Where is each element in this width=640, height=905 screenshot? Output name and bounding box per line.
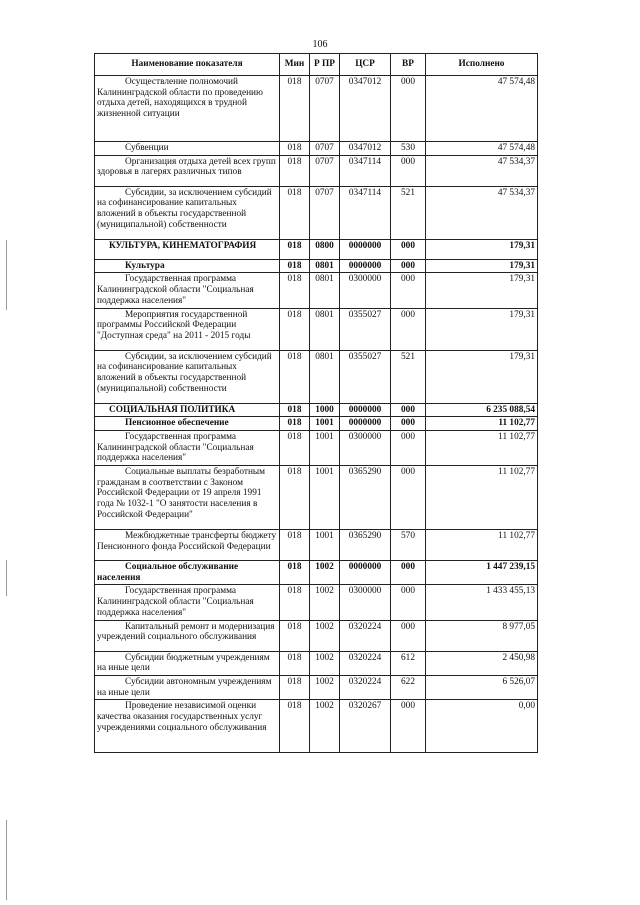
header-target-article: ЦСР: [340, 54, 391, 76]
row-expense-type-code: 000: [391, 430, 426, 465]
table-row: [95, 155, 538, 186]
row-expense-type-code: 521: [391, 186, 426, 239]
row-target-article-code: 0355027: [340, 308, 391, 350]
row-expense-type-code: 612: [391, 651, 426, 675]
row-indicator-name: Пенсионное обеспечение: [95, 417, 280, 431]
row-section-code: 1002: [310, 675, 340, 699]
row-executed-amount: 8 977,05: [426, 620, 538, 651]
table-row: [95, 403, 538, 417]
row-executed-amount: 179,31: [426, 350, 538, 403]
row-expense-type-code: 000: [391, 700, 426, 753]
row-expense-type-code: 570: [391, 530, 426, 561]
row-executed-amount: 179,31: [426, 308, 538, 350]
row-expense-type-code: 530: [391, 142, 426, 156]
row-executed-amount: 47 534,37: [426, 186, 538, 239]
table-row: [95, 651, 538, 675]
table-row: [95, 417, 538, 431]
row-ministry-code: 018: [280, 700, 310, 753]
row-section-code: 0707: [310, 76, 340, 142]
row-expense-type-code: 000: [391, 561, 426, 585]
row-expense-type-code: 000: [391, 466, 426, 530]
row-target-article-code: 0320224: [340, 651, 391, 675]
row-ministry-code: 018: [280, 417, 310, 431]
row-expense-type-code: 000: [391, 308, 426, 350]
table-row: [95, 585, 538, 620]
row-indicator-name: СОЦИАЛЬНАЯ ПОЛИТИКА: [95, 403, 280, 417]
row-executed-amount: 11 102,77: [426, 417, 538, 431]
row-target-article-code: 0000000: [340, 259, 391, 273]
row-ministry-code: 018: [280, 259, 310, 273]
table-row: [95, 530, 538, 561]
row-indicator-name: Культура: [95, 259, 280, 273]
table-row: [95, 430, 538, 465]
row-expense-type-code: 521: [391, 350, 426, 403]
table-header-row: [95, 54, 538, 76]
row-expense-type-code: 000: [391, 239, 426, 259]
table-row: [95, 273, 538, 308]
row-ministry-code: 018: [280, 651, 310, 675]
row-expense-type-code: 000: [391, 76, 426, 142]
row-section-code: 0801: [310, 273, 340, 308]
row-indicator-name: Субсидии бюджетным учреждениям на иные цели: [95, 651, 280, 675]
row-target-article-code: 0000000: [340, 239, 391, 259]
row-executed-amount: 179,31: [426, 259, 538, 273]
table-row: [95, 142, 538, 156]
row-target-article-code: 0000000: [340, 403, 391, 417]
table-row: [95, 620, 538, 651]
row-ministry-code: 018: [280, 142, 310, 156]
row-ministry-code: 018: [280, 561, 310, 585]
row-target-article-code: 0320224: [340, 620, 391, 651]
scan-edge-mark: [6, 820, 7, 900]
row-indicator-name: Организация отдыха детей всех групп здоровья в лагерях различных типов: [95, 155, 280, 186]
row-ministry-code: 018: [280, 585, 310, 620]
page-number: 106: [312, 39, 328, 50]
row-section-code: 1000: [310, 403, 340, 417]
row-ministry-code: 018: [280, 620, 310, 651]
row-target-article-code: 0320267: [340, 700, 391, 753]
row-target-article-code: 0000000: [340, 561, 391, 585]
row-section-code: 0707: [310, 186, 340, 239]
row-section-code: 0707: [310, 155, 340, 186]
row-target-article-code: 0347114: [340, 155, 391, 186]
row-expense-type-code: 000: [391, 155, 426, 186]
row-ministry-code: 018: [280, 186, 310, 239]
row-executed-amount: 47 574,48: [426, 76, 538, 142]
row-section-code: 1002: [310, 651, 340, 675]
table-row: [95, 308, 538, 350]
row-section-code: 1002: [310, 585, 340, 620]
row-executed-amount: 2 450,98: [426, 651, 538, 675]
row-expense-type-code: 000: [391, 259, 426, 273]
row-section-code: 0800: [310, 239, 340, 259]
row-indicator-name: Проведение независимой оценки качества оказания государственных услуг учреждениями социального обслуживания: [95, 700, 280, 753]
row-ministry-code: 018: [280, 466, 310, 530]
row-ministry-code: 018: [280, 430, 310, 465]
row-expense-type-code: 000: [391, 417, 426, 431]
row-executed-amount: 47 574,48: [426, 142, 538, 156]
row-indicator-name: КУЛЬТУРА, КИНЕМАТОГРАФИЯ: [95, 239, 280, 259]
row-executed-amount: 6 235 088,54: [426, 403, 538, 417]
row-ministry-code: 018: [280, 675, 310, 699]
row-indicator-name: Субсидии, за исключением субсидий на софинансирование капитальных вложений в объекты государственной (муниципальной) собственности: [95, 350, 280, 403]
row-executed-amount: 11 102,77: [426, 530, 538, 561]
row-indicator-name: Государственная программа Калининградской области "Социальная поддержка населения": [95, 585, 280, 620]
header-expense-type: ВР: [391, 54, 426, 76]
row-target-article-code: 0300000: [340, 585, 391, 620]
row-executed-amount: 11 102,77: [426, 466, 538, 530]
row-executed-amount: 0,00: [426, 700, 538, 753]
row-target-article-code: 0320224: [340, 675, 391, 699]
row-section-code: 0801: [310, 350, 340, 403]
row-executed-amount: 179,31: [426, 239, 538, 259]
row-indicator-name: Мероприятия государственной программы Российской Федерации "Доступная среда" на 2011 - 2015 годы: [95, 308, 280, 350]
row-target-article-code: 0355027: [340, 350, 391, 403]
row-ministry-code: 018: [280, 239, 310, 259]
row-section-code: 1002: [310, 620, 340, 651]
row-target-article-code: 0300000: [340, 273, 391, 308]
row-ministry-code: 018: [280, 530, 310, 561]
row-target-article-code: 0347012: [340, 142, 391, 156]
row-ministry-code: 018: [280, 273, 310, 308]
row-section-code: 0707: [310, 142, 340, 156]
header-ministry: Мин: [280, 54, 310, 76]
row-target-article-code: 0365290: [340, 466, 391, 530]
row-section-code: 1001: [310, 466, 340, 530]
row-ministry-code: 018: [280, 155, 310, 186]
row-indicator-name: Социальное обслуживание населения: [95, 561, 280, 585]
table-row: [95, 350, 538, 403]
row-ministry-code: 018: [280, 350, 310, 403]
row-indicator-name: Капитальный ремонт и модернизация учреждений социального обслуживания: [95, 620, 280, 651]
row-section-code: 0801: [310, 259, 340, 273]
row-target-article-code: 0347114: [340, 186, 391, 239]
row-indicator-name: Осуществление полномочий Калининградской области по проведению отдыха детей, находящихся в трудной жизненной ситуации: [95, 76, 280, 142]
row-section-code: 1002: [310, 561, 340, 585]
row-ministry-code: 018: [280, 76, 310, 142]
table-row: [95, 466, 538, 530]
table-body: [95, 76, 538, 753]
table-row: [95, 675, 538, 699]
row-target-article-code: 0365290: [340, 530, 391, 561]
row-target-article-code: 0300000: [340, 430, 391, 465]
row-target-article-code: 0000000: [340, 417, 391, 431]
row-executed-amount: 47 534,37: [426, 155, 538, 186]
row-section-code: 1001: [310, 530, 340, 561]
scan-edge-mark: [6, 560, 7, 596]
row-executed-amount: 1 447 239,15: [426, 561, 538, 585]
row-executed-amount: 1 433 455,13: [426, 585, 538, 620]
table-row: [95, 239, 538, 259]
row-indicator-name: Государственная программа Калининградской области "Социальная поддержка населения": [95, 430, 280, 465]
budget-execution-table: [94, 53, 538, 753]
row-expense-type-code: 000: [391, 273, 426, 308]
header-executed: Исполнено: [426, 54, 538, 76]
row-expense-type-code: 000: [391, 620, 426, 651]
header-indicator-name: Наименование показателя: [95, 54, 280, 76]
table-row: [95, 700, 538, 753]
row-expense-type-code: 000: [391, 585, 426, 620]
table-row: [95, 76, 538, 142]
row-indicator-name: Социальные выплаты безработным гражданам в соответствии с Законом Российской Федерации от 19 апреля 1991 года № 1032-1 "О занятости населения в Российской Федерации": [95, 466, 280, 530]
row-indicator-name: Субвенции: [95, 142, 280, 156]
row-section-code: 0801: [310, 308, 340, 350]
row-ministry-code: 018: [280, 403, 310, 417]
row-indicator-name: Государственная программа Калининградской области "Социальная поддержка населения": [95, 273, 280, 308]
row-section-code: 1002: [310, 700, 340, 753]
row-expense-type-code: 622: [391, 675, 426, 699]
row-executed-amount: 179,31: [426, 273, 538, 308]
header-section: Р ПР: [310, 54, 340, 76]
row-section-code: 1001: [310, 430, 340, 465]
table-row: [95, 259, 538, 273]
row-executed-amount: 11 102,77: [426, 430, 538, 465]
table-row: [95, 561, 538, 585]
row-target-article-code: 0347012: [340, 76, 391, 142]
row-expense-type-code: 000: [391, 403, 426, 417]
row-indicator-name: Межбюджетные трансферты бюджету Пенсионного фонда Российской Федерации: [95, 530, 280, 561]
scan-edge-mark: [6, 240, 7, 310]
table-row: [95, 186, 538, 239]
row-indicator-name: Субсидии автономным учреждениям на иные цели: [95, 675, 280, 699]
row-indicator-name: Субсидии, за исключением субсидий на софинансирование капитальных вложений в объекты государственной (муниципальной) собственности: [95, 186, 280, 239]
row-ministry-code: 018: [280, 308, 310, 350]
row-executed-amount: 6 526,07: [426, 675, 538, 699]
row-section-code: 1001: [310, 417, 340, 431]
